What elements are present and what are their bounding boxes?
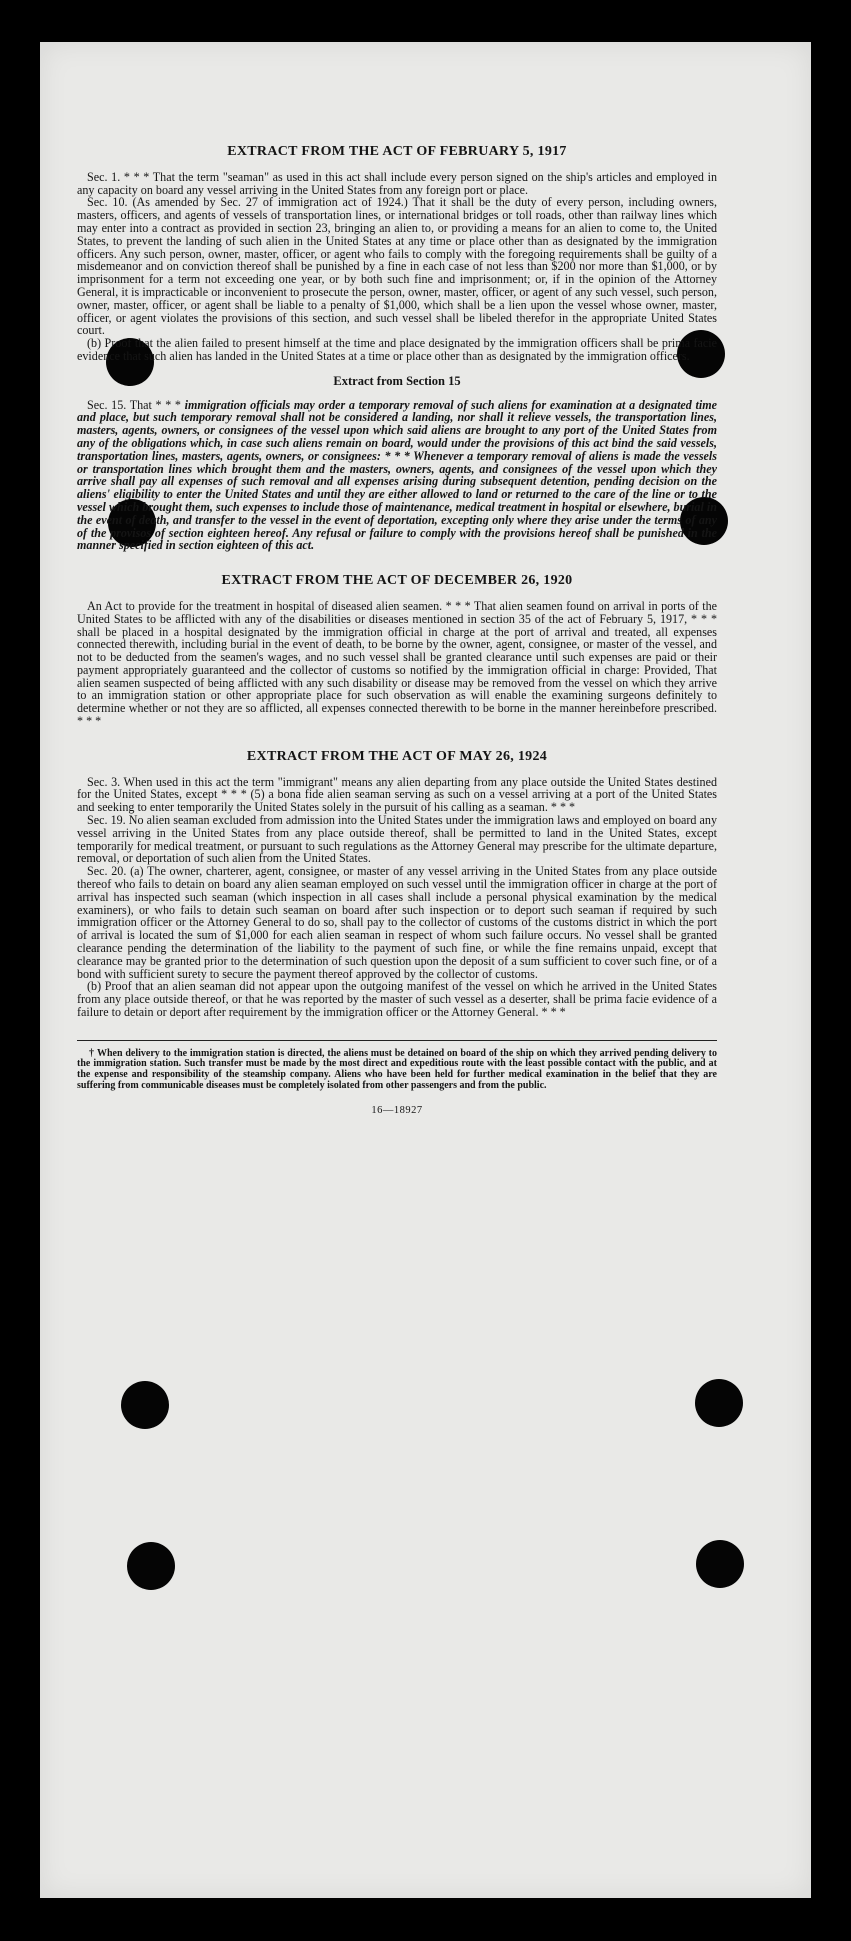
- paragraph-sec-10: Sec. 10. (As amended by Sec. 27 of immigration act of 1924.) That it shall be the duty of every person, including owners, masters, officers, and agents of vessels of transportation lines, or international bridges or toll roads, other than railway lines which may enter into a contract as provided in section 23, bringing an alien to, or providing a means for an alien to come to, the United States, to prevent the landing of such alien in the United States at any time or place other than as designated by the immigration officers. Any such person, owner, master, officer, or agent who fails to comply with the foregoing requirements shall be guilty of a misdemeanor and on conviction thereof shall be punished by a fine in each case of not less than $200 nor more than $1,000, or by imprisonment for a term not exceeding one year, or by both such fine and imprisonment; or, if in the opinion of the Attorney General, it is impracticable or inconvenient to prosecute the person, owner, master, officer, or agent of any such vessel, such person, owner, master, officer, or agent shall be liable to a penalty of $1,000, which shall be a lien upon the vessel whose owner, master, officer, or agent violates the provisions of this section, and such vessel shall be libeled therefor in the appropriate United States court.: [77, 195, 717, 338]
- punch-hole: [121, 1381, 169, 1429]
- paragraph-sec-20a: Sec. 20. (a) The owner, charterer, agent, consignee, or master of any vessel arriving in the United States from any place outside thereof who fails to detain on board any alien seaman employed on such vessel until the immigration officer in charge at the port of arrival has inspected such seaman (which inspection in all cases shall include a personal physical examination by the medical examiners), or who fails to detain such seaman on board after such inspection or to deport such seaman if required by such immigration officer or the Attorney General to do so, shall pay to the collector of customs of the customs district in which the port of arrival is located the sum of $1,000 for each alien seaman in respect of whom such failure occurs. No vessel shall be granted clearance pending the determination of the liability to the payment of such fine, or while the fine remains unpaid, except that clearance may be granted prior to the determination of such question upon the deposit of a sum sufficient to cover such fine, or of a bond with sufficient surety to secure the payment thereof approved by the collector of customs.: [77, 864, 717, 981]
- form-number: 16—18927: [371, 1105, 423, 1117]
- punch-hole: [696, 1540, 744, 1588]
- paragraph-sec-20b: (b) Proof that an alien seaman did not appear upon the outgoing manifest of the vessel on which he arrived in the United States from any place outside thereof, or that he was reported by the master of such vessel as a deserter, shall be prima facie evidence of a failure to detain or deport after requirement by the immigration officer or the Attorney General. * * *: [77, 979, 717, 1020]
- section-heading: EXTRACT FROM THE ACT OF DECEMBER 26, 1920: [221, 573, 573, 589]
- paragraph-sec-3: Sec. 3. When used in this act the term "immigrant" means any alien departing from any place outside the United States destined for the United States, except * * * (5) a bona fide alien seaman serving as such on a vessel arriving at a port of the United States and seeking to enter temporarily the United States solely in the pursuit of his calling as a seaman. * * *: [77, 774, 717, 815]
- footnote-text: † When delivery to the immigration station is directed, the aliens must be detained on board of the ship on which they arrived pending delivery to the immigration station. Such transfer must be made by the most direct and expeditious route with the least possible contact with the public, and at the expense and responsibility of the steamship company. Aliens who have been held for further medical examination in the belief that they are suffering from communicable diseases must be completely isolated from other passengers and from the public.: [77, 1047, 717, 1091]
- punch-hole: [127, 1542, 175, 1590]
- sec-15-lead: Sec. 15. That * * *: [87, 397, 181, 412]
- subsection-heading: Extract from Section 15: [333, 373, 461, 388]
- paragraph-sec-15: [77, 399, 717, 553]
- section-heading: EXTRACT FROM THE ACT OF FEBRUARY 5, 1917: [227, 144, 567, 159]
- footnote: [77, 1049, 717, 1091]
- paragraph-sec-10b: (b) Proof that the alien failed to present himself at the time and place designated by the immigration officers shall be prima facie evidence that such alien has landed in the United States at a time or place other than as designated by the immigration officers.: [77, 336, 717, 363]
- paragraph-sec-1: Sec. 1. * * * That the term "seaman" as used in this act shall include every person signed on the ship's articles and employed in any capacity on board any vessel arriving in the United States from any foreign port or place.: [77, 169, 717, 197]
- section-heading: EXTRACT FROM THE ACT OF MAY 26, 1924: [246, 748, 548, 764]
- paragraph-act-1920: An Act to provide for the treatment in hospital of diseased alien seamen. * * * That alien seamen found on arrival in ports of the United States to be afflicted with any of the disabilities or diseases mentioned in section 35 of the act of February 5, 1917, * * * shall be placed in a hospital designated by the immigration official in charge at the port of arrival and treated, all expenses connected therewith, including burial in the event of death, to be borne by the owner, agent, consignee, or master of the vessel, and not to be deducted from the seamen's wages, and no such vessel shall be granted clearance until such expenses are paid or their payment appropriately guaranteed and the collector of customs so notified by the immigration official in charge: Provided, That alien seamen suspected of being afflicted with any such disability or disease may be removed from the vessel on which they arrive to an immigration station or other appropriate place for such observation as will enable the examining surgeons definitely to determine whether or not they are so afflicted, all expenses connected therewith to be borne in the manner hereinbefore prescribed. * * *: [77, 598, 717, 729]
- punch-hole: [695, 1379, 743, 1427]
- document-text: [77, 146, 717, 1118]
- paragraph-sec-19: Sec. 19. No alien seaman excluded from admission into the United States under the immigration laws and employed on board any vessel arriving in the United States from any place outside thereof, shall be permitted to land in the United States, except temporarily for medical treatment, or pursuant to such regulations as the Attorney General may prescribe for the ultimate departure, removal, or deportation of such alien from the United States.: [77, 813, 717, 866]
- sec-15-italic-body: immigration officials may order a temporary removal of such aliens for examination at a designated time and place, but such temporary removal shall not be considered a landing, nor shall it relieve vessels, the transportation lines, masters, agents, owners, or consignees of the vessel upon which said aliens are brought to any port of the United States from any of the obligations which, in case such aliens remain on board, would under the provisions of this act bind the said vessels, transportation lines, masters, agents, owners, or consignees: * * * Whenever a temporary removal of aliens is made the vessels or transportation lines which brought them and the masters, owners, agents, and consignees of the vessel upon which they arrive shall pay all expenses of such removal and all expenses arising during subsequent detention, pending decision on the aliens' eligibility to enter the United States and until they are either allowed to land or returned to the care of the line or to the vessel which brought them, such expenses to include those of maintenance, medical treatment in hospital or elsewhere, burial in the event of death, and transfer to the vessel in the event of deportation, excepting only where they arise under the terms of any of the provisos of section eighteen hereof. Any refusal or failure to comply with the provisions hereof shall be punished in the manner specified in section eighteen of this act.: [77, 397, 717, 553]
- divider: [77, 1040, 717, 1041]
